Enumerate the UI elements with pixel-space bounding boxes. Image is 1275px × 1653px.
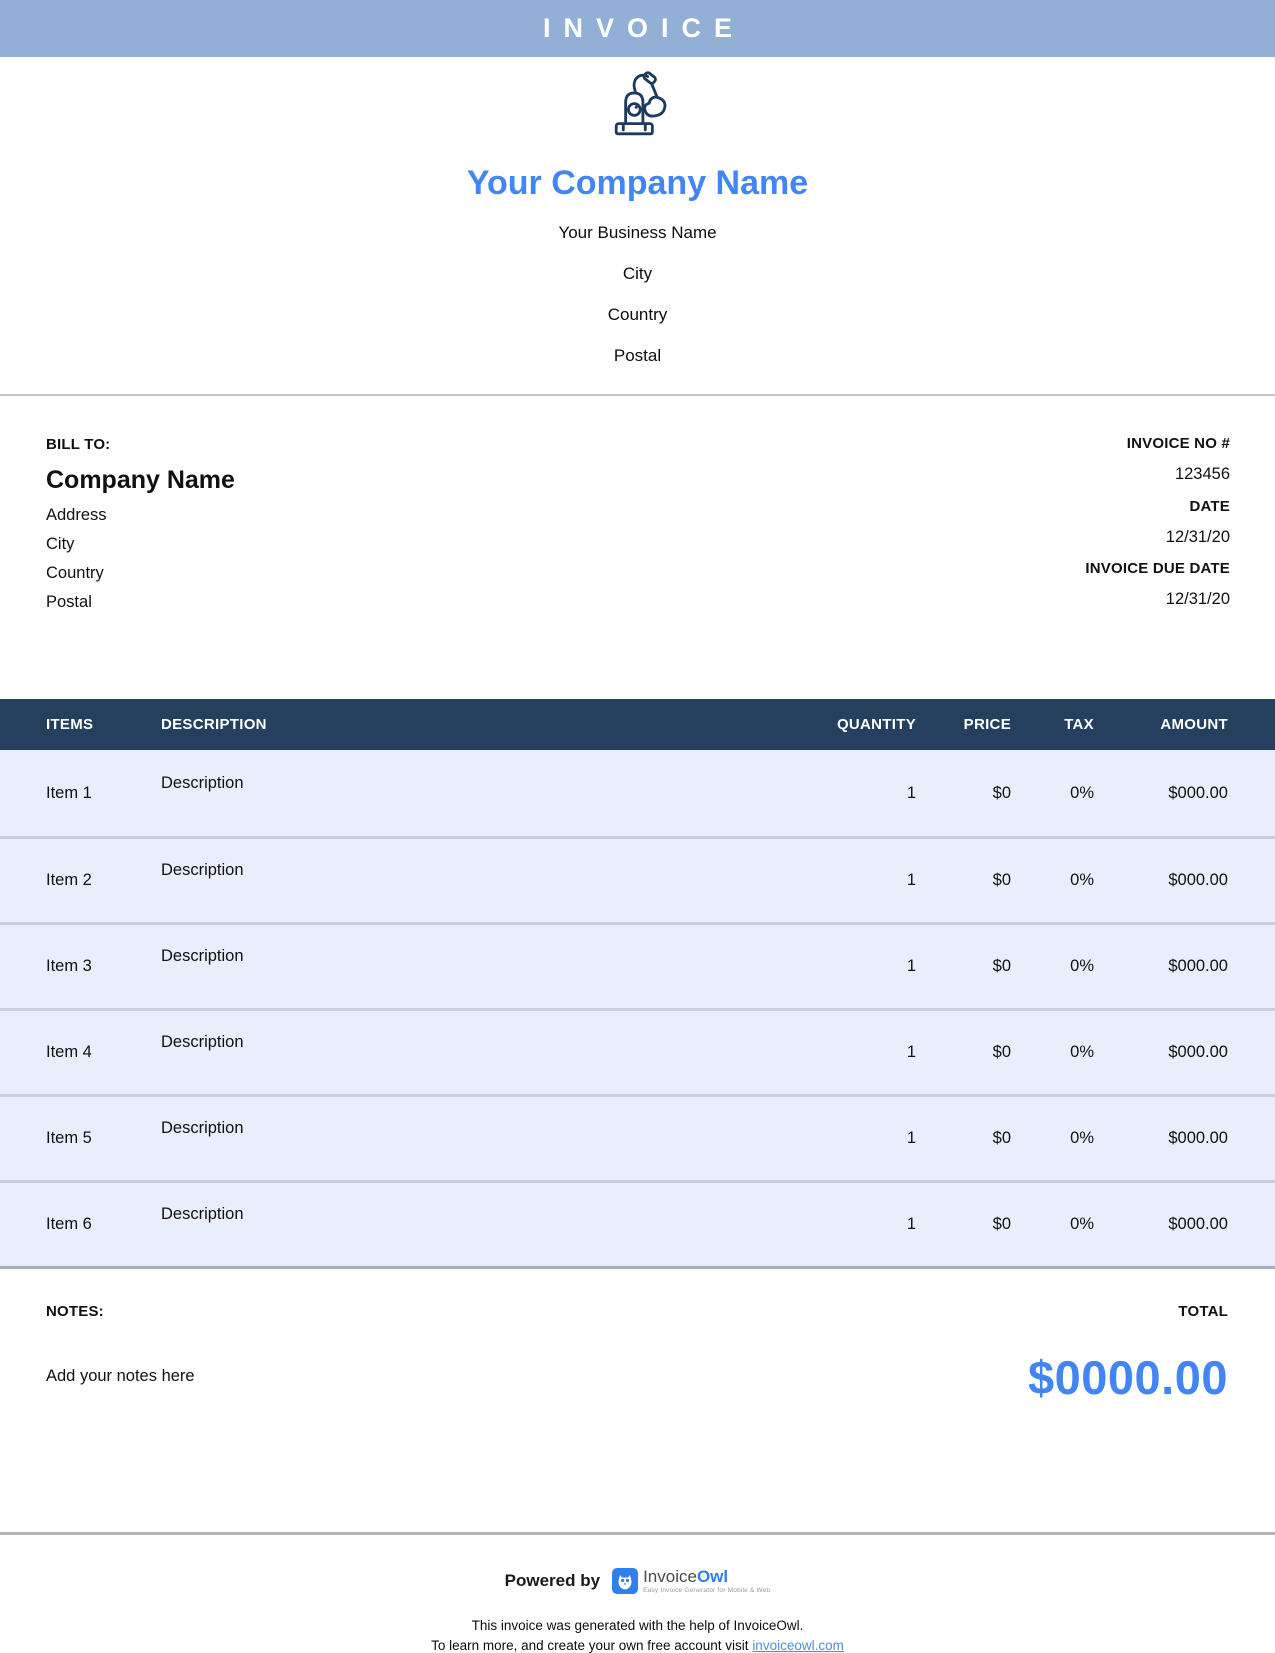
table-row xyxy=(0,1094,1275,1180)
cell-quantity: 1 xyxy=(906,871,916,889)
items-table xyxy=(0,699,1275,1269)
cell-price: $0 xyxy=(992,957,1011,975)
cell-tax: 0% xyxy=(1070,871,1094,889)
header-items: ITEMS xyxy=(46,716,94,733)
cell-tax: 0% xyxy=(1070,1043,1094,1061)
header-price: PRICE xyxy=(963,716,1011,733)
total-amount: $0000.00 xyxy=(1027,1351,1228,1404)
cell-tax: 0% xyxy=(1070,783,1094,802)
logo-word-invoice: Invoice xyxy=(643,1567,697,1586)
invoice-banner xyxy=(0,0,1275,57)
invoiceowl-owl-icon xyxy=(612,1568,638,1594)
footer xyxy=(0,1568,1275,1653)
invoice-due-date-value: 12/31/20 xyxy=(1165,590,1230,608)
invoiceowl-wordmark xyxy=(643,1568,770,1595)
items-table-header xyxy=(0,699,1275,750)
bill-to-block xyxy=(46,436,235,660)
cell-quantity: 1 xyxy=(906,1043,916,1061)
company-country: Country xyxy=(607,305,668,324)
header-tax: TAX xyxy=(1064,716,1094,733)
notes-label: NOTES: xyxy=(46,1303,104,1320)
header-amount: AMOUNT xyxy=(1160,716,1228,733)
cell-description: Description xyxy=(161,1033,244,1051)
invoice-date-label: DATE xyxy=(1189,497,1230,515)
total-label: TOTAL xyxy=(1178,1303,1228,1320)
company-postal: Postal xyxy=(613,346,662,365)
logo-tagline: Easy Invoice Generator for Mobile & Web xyxy=(643,1587,771,1594)
cell-tax: 0% xyxy=(1070,957,1094,975)
cell-amount: $000.00 xyxy=(1168,1129,1228,1147)
header-description: DESCRIPTION xyxy=(161,716,267,733)
powered-by-label: Powered by xyxy=(504,1571,601,1591)
logo-word-owl: Owl xyxy=(696,1567,729,1586)
cell-description: Description xyxy=(161,861,244,879)
cell-item: Item 5 xyxy=(46,1129,92,1147)
bill-to-city: City xyxy=(46,535,75,553)
company-city: City xyxy=(622,264,653,283)
footnote-generated: This invoice was generated with the help of InvoiceOwl. xyxy=(471,1617,804,1633)
notes-text: Add your notes here xyxy=(46,1367,195,1385)
summary-section xyxy=(0,1269,1275,1404)
invoice-no-value: 123456 xyxy=(1174,465,1230,483)
table-row xyxy=(0,750,1275,836)
cell-description: Description xyxy=(161,773,244,792)
cell-amount: $000.00 xyxy=(1168,783,1228,802)
bill-to-postal: Postal xyxy=(46,593,92,611)
vacuum-cleaner-icon xyxy=(606,71,669,137)
invoice-due-date-label: INVOICE DUE DATE xyxy=(1085,560,1230,577)
cell-item: Item 4 xyxy=(46,1043,92,1061)
notes-block xyxy=(46,1303,195,1401)
table-row xyxy=(0,1008,1275,1094)
cell-amount: $000.00 xyxy=(1168,1215,1228,1233)
bill-to-company-name: Company Name xyxy=(46,466,235,494)
invoiceowl-logo xyxy=(612,1568,770,1595)
total-block xyxy=(1027,1303,1228,1404)
cell-price: $0 xyxy=(992,1215,1011,1233)
cell-description: Description xyxy=(161,1205,244,1223)
table-row xyxy=(0,836,1275,922)
cell-price: $0 xyxy=(992,1043,1011,1061)
cell-price: $0 xyxy=(992,783,1011,802)
footnote-learn-more-text: To learn more, and create your own free account visit xyxy=(431,1637,749,1653)
cell-amount: $000.00 xyxy=(1168,871,1228,889)
table-row xyxy=(0,1180,1275,1266)
billing-section xyxy=(0,396,1275,660)
cell-item: Item 1 xyxy=(46,783,92,802)
company-business-name: Your Business Name xyxy=(558,223,717,242)
footnote-learn-more xyxy=(0,1638,1275,1653)
cell-amount: $000.00 xyxy=(1168,957,1228,975)
invoice-title: INVOICE xyxy=(542,13,746,43)
company-header xyxy=(0,57,1275,365)
cell-description: Description xyxy=(161,1119,244,1137)
invoiceowl-link[interactable]: invoiceowl.com xyxy=(752,1637,844,1653)
cell-quantity: 1 xyxy=(906,957,916,975)
cell-tax: 0% xyxy=(1070,1129,1094,1147)
cell-description: Description xyxy=(161,947,244,965)
table-row xyxy=(0,922,1275,1008)
invoice-date-value: 12/31/20 xyxy=(1165,527,1230,546)
footer-divider xyxy=(0,1532,1275,1535)
cell-quantity: 1 xyxy=(906,783,916,802)
company-name: Your Company Name xyxy=(466,164,809,202)
cell-item: Item 3 xyxy=(46,957,92,975)
cell-price: $0 xyxy=(992,1129,1011,1147)
cell-item: Item 2 xyxy=(46,871,92,889)
cell-quantity: 1 xyxy=(906,1215,916,1233)
cell-price: $0 xyxy=(992,871,1011,889)
bill-to-label: BILL TO: xyxy=(46,436,111,453)
cell-item: Item 6 xyxy=(46,1215,92,1233)
powered-by-row xyxy=(0,1568,1275,1595)
header-quantity: QUANTITY xyxy=(836,716,916,733)
cell-amount: $000.00 xyxy=(1168,1043,1228,1061)
cell-tax: 0% xyxy=(1070,1215,1094,1233)
invoice-meta-block xyxy=(1085,436,1230,660)
cell-quantity: 1 xyxy=(906,1129,916,1147)
bill-to-address: Address xyxy=(46,506,107,524)
bill-to-country: Country xyxy=(46,564,104,582)
invoice-no-label: INVOICE NO # xyxy=(1126,435,1230,452)
